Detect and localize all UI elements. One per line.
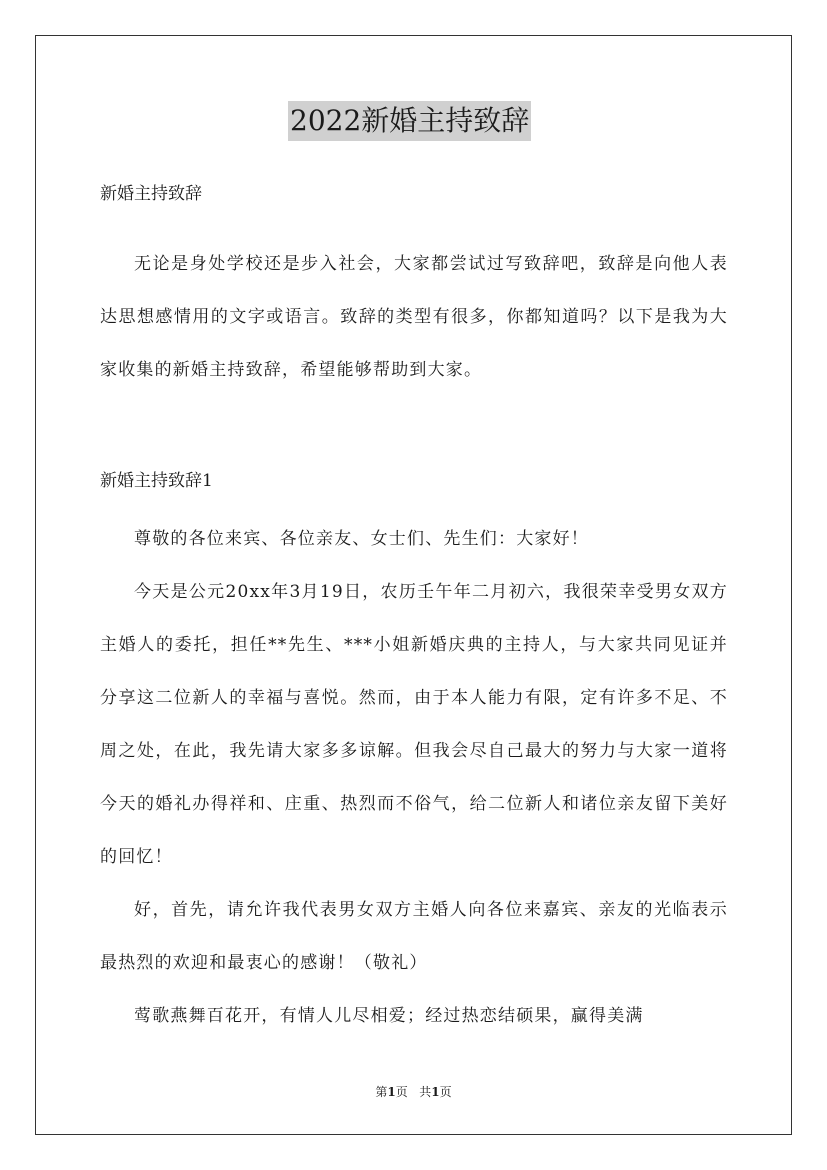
subtitle-heading: 新婚主持致辞	[100, 184, 202, 204]
footer-page-current: 1	[387, 1085, 396, 1099]
intro-paragraph: 无论是身处学校还是步入社会，大家都尝试过写致辞吧，致辞是向他人表达思想感情用的文字或语言。致辞的类型有很多，你都知道吗？以下是我为大家收集的新婚主持致辞，希望能够帮助到大家。	[100, 254, 728, 380]
footer-page-suffix: 页	[439, 1085, 452, 1099]
document-title: 2022新婚主持致辞	[288, 101, 531, 141]
footer-page-total: 1	[431, 1085, 440, 1099]
document-body	[100, 170, 728, 1043]
page-footer	[0, 1084, 827, 1100]
section-heading: 新婚主持致辞1	[100, 471, 213, 491]
paragraph: 好，首先，请允许我代表男女双方主婚人向各位来嘉宾、亲友的光临表示最热烈的欢迎和最衷心的感谢！（敬礼）	[100, 900, 728, 973]
paragraph: 莺歌燕舞百花开，有情人儿尽相爱；经过热恋结硕果，赢得美满	[134, 1006, 644, 1026]
paragraph: 尊敬的各位来宾、各位亲友、女士们、先生们：大家好！	[134, 529, 589, 549]
footer-page-prefix: 第	[375, 1085, 388, 1099]
footer-page-mid: 页 共	[395, 1085, 432, 1099]
paragraph: 今天是公元20xx年3月19日，农历壬午年二月初六，我很荣幸受男女双方主婚人的委托，担任**先生、***小姐新婚庆典的主持人，与大家共同见证并分享这二位新人的幸福与喜悦。然而，由于本人能力有限，定有许多不足、不周之处，在此，我先请大家多多谅解。但我会尽自己最大的努力与大家一道将今天的婚礼办得祥和、庄重、热烈而不俗气，给二位新人和诸位亲友留下美好的回忆！	[100, 582, 728, 867]
